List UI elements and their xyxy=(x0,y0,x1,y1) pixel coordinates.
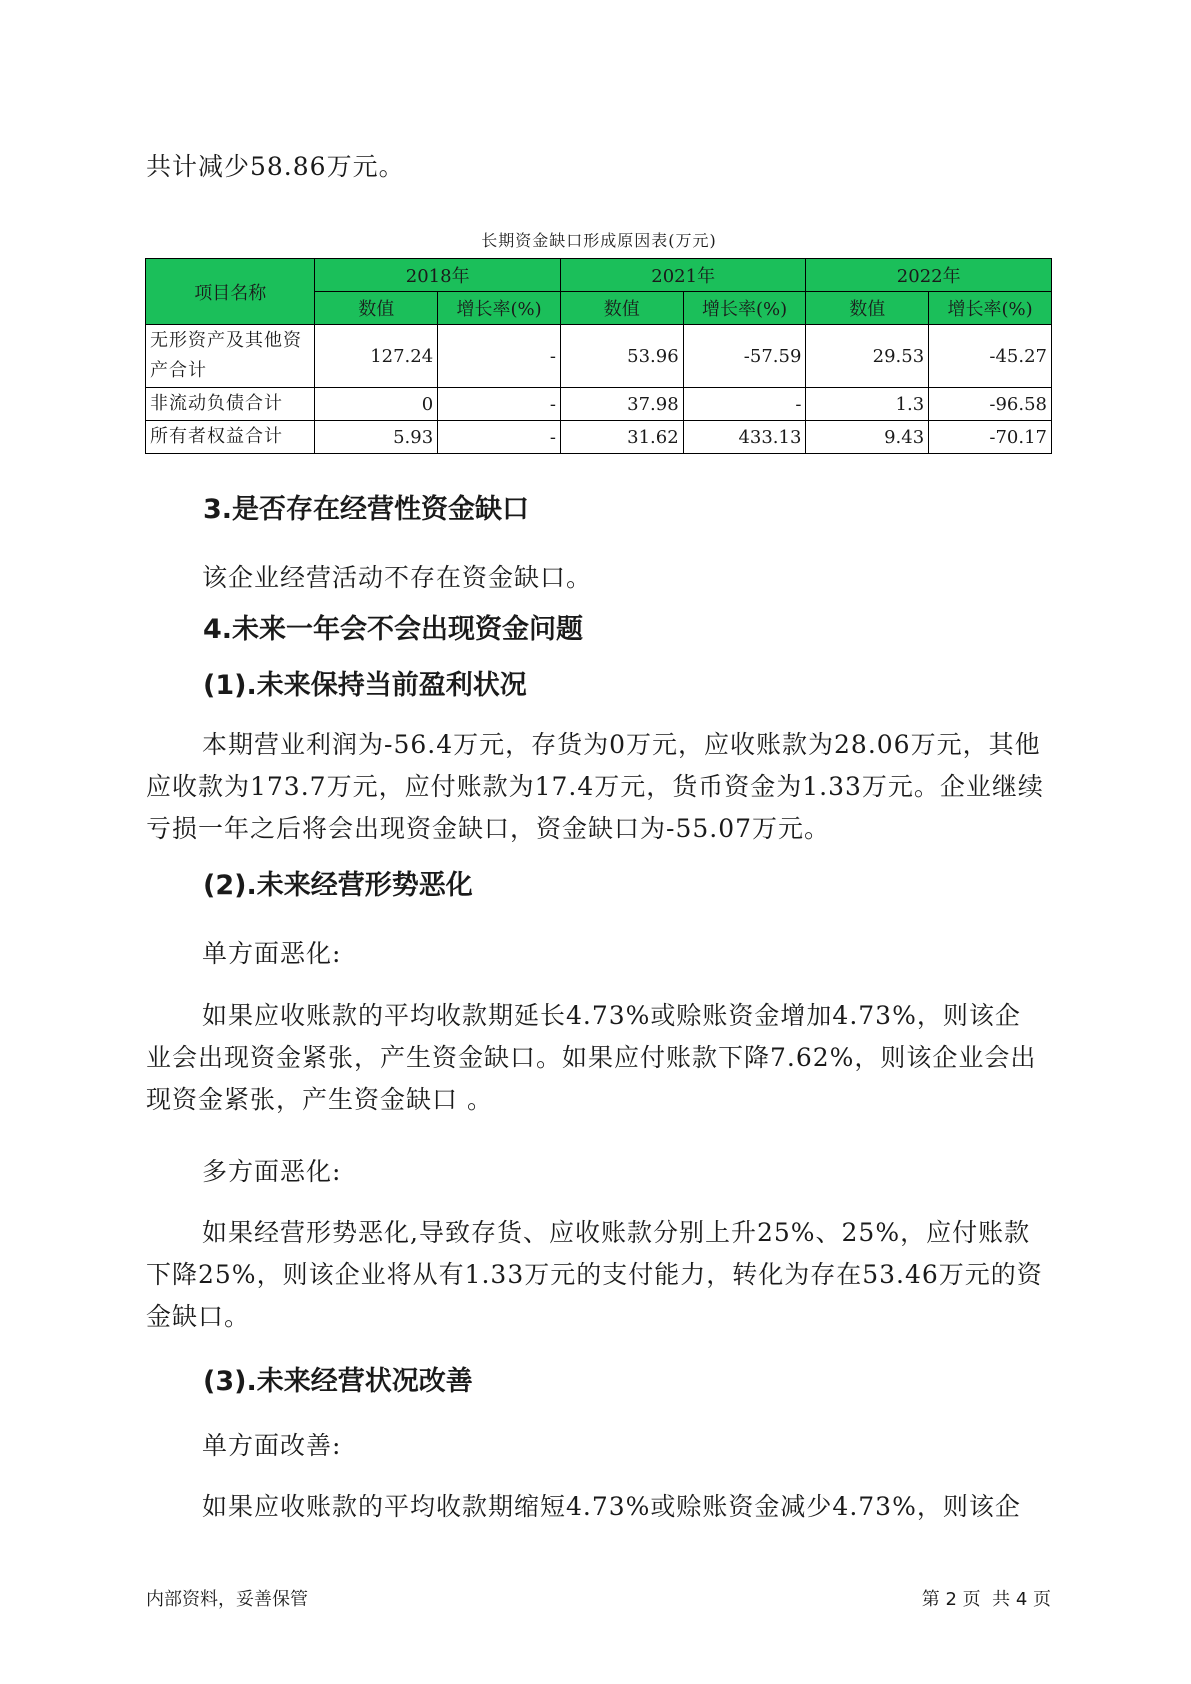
funding-gap-table xyxy=(145,258,1052,454)
table-header-row xyxy=(146,259,1052,292)
year-header-2022: 2022年 xyxy=(806,259,1052,292)
row-label: 所有者权益合计 xyxy=(146,421,315,454)
intro-line: 共计减少58.86万元。 xyxy=(146,152,405,181)
value-header: 数值 xyxy=(315,292,438,325)
table-cell: - xyxy=(438,325,561,388)
table-cell: 9.43 xyxy=(806,421,929,454)
table-cell: 31.62 xyxy=(560,421,683,454)
table-cell: 0 xyxy=(315,388,438,421)
subsection-4-2-multi-text: 如果经营形势恶化,导致存货、应收账款分别上升25%、25%，应付账款下降25%，则该企业将从有1.33万元的支付能力，转化为存在53.46万元的资金缺口。 xyxy=(146,1218,1043,1331)
single-worsening-label: 单方面恶化: xyxy=(202,939,342,968)
table-cell: 433.13 xyxy=(683,421,806,454)
rate-header: 增长率(%) xyxy=(683,292,806,325)
table-cell: -96.58 xyxy=(929,388,1052,421)
table-row xyxy=(146,388,1052,421)
table-row xyxy=(146,325,1052,388)
footer-page-number: 第 2 页 共 4 页 xyxy=(921,1589,1051,1610)
item-name-header: 项目名称 xyxy=(146,259,315,325)
single-improvement-label: 单方面改善: xyxy=(202,1431,342,1460)
subsection-4-2-single-text: 如果应收账款的平均收款期延长4.73%或赊账资金增加4.73%，则该企业会出现资金紧张，产生资金缺口。如果应付账款下降7.62%，则该企业会出现资金紧张，产生资金缺口 。 xyxy=(146,1001,1037,1114)
value-header: 数值 xyxy=(560,292,683,325)
table-cell: -70.17 xyxy=(929,421,1052,454)
subsection-4-3-text: 如果应收账款的平均收款期缩短4.73%或赊账资金减少4.73%，则该企 xyxy=(202,1492,1021,1521)
table-cell: 5.93 xyxy=(315,421,438,454)
table-cell: 127.24 xyxy=(315,325,438,388)
table-cell: -57.59 xyxy=(683,325,806,388)
value-header: 数值 xyxy=(806,292,929,325)
section-heading-4: 4.未来一年会不会出现资金问题 xyxy=(203,614,584,645)
multi-worsening-label: 多方面恶化: xyxy=(202,1157,342,1186)
section-heading-3: 3.是否存在经营性资金缺口 xyxy=(203,494,530,525)
rate-header: 增长率(%) xyxy=(929,292,1052,325)
table-cell: - xyxy=(683,388,806,421)
table-cell: 37.98 xyxy=(560,388,683,421)
table-cell: -45.27 xyxy=(929,325,1052,388)
table-cell: 1.3 xyxy=(806,388,929,421)
footer-confidential-note: 内部资料，妥善保管 xyxy=(146,1589,308,1610)
year-header-2021: 2021年 xyxy=(560,259,806,292)
rate-header: 增长率(%) xyxy=(438,292,561,325)
year-header-2018: 2018年 xyxy=(315,259,561,292)
table-cell: 53.96 xyxy=(560,325,683,388)
section-3-text: 该企业经营活动不存在资金缺口。 xyxy=(202,563,593,592)
row-label: 非流动负债合计 xyxy=(146,388,315,421)
table-row xyxy=(146,421,1052,454)
subsection-heading-4-3: (3).未来经营状况改善 xyxy=(203,1366,473,1397)
table-caption: 长期资金缺口形成原因表(万元) xyxy=(481,231,717,250)
table-cell: 29.53 xyxy=(806,325,929,388)
subsection-heading-4-1: (1).未来保持当前盈利状况 xyxy=(203,670,527,701)
table-cell: - xyxy=(438,388,561,421)
row-label: 无形资产及其他资产合计 xyxy=(146,325,315,388)
table-cell: - xyxy=(438,421,561,454)
subsection-heading-4-2: (2).未来经营形势恶化 xyxy=(203,870,473,901)
subsection-4-1-text: 本期营业利润为-56.4万元，存货为0万元，应收账款为28.06万元，其他应收款为173.7万元，应付账款为17.4万元，货币资金为1.33万元。企业继续亏损一年之后将会出现资金缺口，资金缺口为-55.07万元。 xyxy=(146,730,1044,843)
